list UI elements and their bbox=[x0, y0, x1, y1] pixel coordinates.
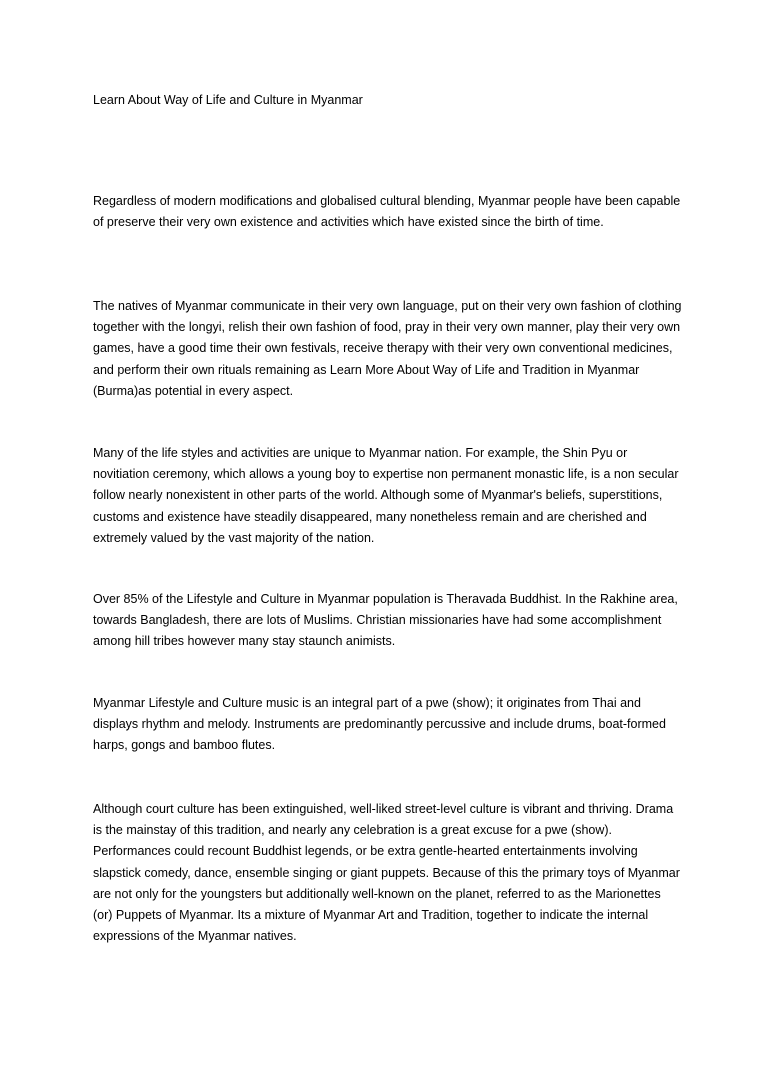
document-title: Learn About Way of Life and Culture in Myanmar bbox=[93, 93, 363, 107]
paragraph-music: Myanmar Lifestyle and Culture music is an integral part of a pwe (show); it originates from Thai and displays rhythm and melody. Instruments are predominantly percussive and include drums, boat-formed harps, gongs and bamboo flutes. bbox=[93, 696, 666, 753]
paragraph-religion: Over 85% of the Lifestyle and Culture in Myanmar population is Theravada Buddhist. In the Rakhine area, towards Bangladesh, there are lots of Muslims. Christian missionaries have had some accomplishment among hill tribes however many stay staunch animists. bbox=[93, 592, 678, 649]
paragraph-natives-language: The natives of Myanmar communicate in their very own language, put on their very own fashion of clothing together with the longyi, relish their own fashion of food, pray in their very own manner, play their very own games, have a good time their own festivals, receive therapy with their very own conventional medicines, and perform their own rituals remaining as Learn More About Way of Life and Tradition in Myanmar (Burma)as potential in every aspect. bbox=[93, 299, 682, 398]
paragraph-modern-modifications: Regardless of modern modifications and globalised cultural blending, Myanmar people have been capable of preserve their very own existence and activities which have existed since the birth of time. bbox=[93, 194, 681, 230]
paragraph-street-culture: Although court culture has been extinguished, well-liked street-level culture is vibrant and thriving. Drama is the mainstay of this tradition, and nearly any celebration is a great excuse for a pwe (show). Performances could recount Buddhist legends, or be extra gentle-hearted entertainments involving slapstick comedy, dance, ensemble singing or giant puppets. Because of this the primary toys of Myanmar are not only for the youngsters but additionally well-known on the planet, referred to as the Marionettes (or) Puppets of Myanmar. Its a mixture of Myanmar Art and Tradition, together to indicate the internal expressions of the Myanmar natives. bbox=[93, 802, 680, 944]
paragraph-life-styles: Many of the life styles and activities are unique to Myanmar nation. For example, the Shin Pyu or novitiation ceremony, which allows a young boy to expertise non permanent monastic life, is a non secular follow nearly nonexistent in other parts of the world. Although some of Myanmar's beliefs, superstitions, customs and existence have steadily disappeared, many nonetheless remain and are cherished and extremely valued by the vast majority of the nation. bbox=[93, 446, 679, 545]
